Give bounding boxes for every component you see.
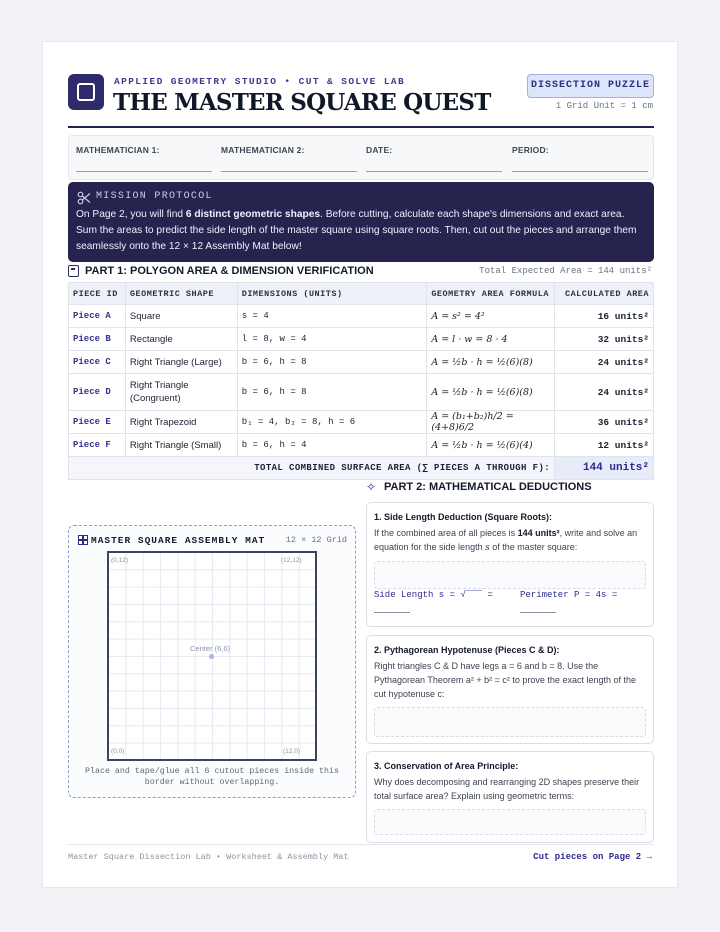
area-table xyxy=(68,282,654,480)
studio-subtitle: APPLIED GEOMETRY STUDIO • CUT & SOLVE LAB xyxy=(114,76,406,87)
dimensions: s = 4 xyxy=(237,305,427,328)
table-header-row xyxy=(69,283,654,305)
calculated-area: 36 units² xyxy=(555,411,654,434)
total-label: TOTAL COMBINED SURFACE AREA (∑ PIECES A THROUGH F): xyxy=(69,457,555,480)
area-formula: A = ½b · h = ½(6)(8) xyxy=(427,374,555,411)
table-row xyxy=(69,328,654,351)
answer-box[interactable] xyxy=(374,561,646,589)
question-1-card xyxy=(366,502,654,627)
part2-title: PART 2: MATHEMATICAL DEDUCTIONS xyxy=(384,481,592,493)
question-text-part: If the combined area of all pieces is xyxy=(374,528,518,538)
write-line[interactable] xyxy=(374,612,410,613)
mission-text-part: On Page 2, you will find xyxy=(76,209,186,220)
answer-box[interactable] xyxy=(374,707,646,737)
piece-id: Piece E xyxy=(69,411,126,434)
mat-heading: MASTER SQUARE ASSEMBLY MAT xyxy=(91,535,266,546)
mission-heading: MISSION PROTOCOL xyxy=(96,191,213,202)
area-formula: A = s² = 4² xyxy=(427,305,555,328)
shape-name: Square xyxy=(125,305,237,328)
total-value: 144 units² xyxy=(555,457,654,480)
mission-text-bold: 6 distinct geometric shapes xyxy=(185,209,321,220)
piece-id: Piece D xyxy=(69,374,126,411)
question-heading: 3. Conservation of Area Principle: xyxy=(374,761,519,771)
shape-name: Right Triangle (Congruent) xyxy=(125,374,237,411)
column-header: CALCULATED AREA xyxy=(555,283,654,305)
dimensions: b = 6, h = 8 xyxy=(237,351,427,374)
dimensions: l = 8, w = 4 xyxy=(237,328,427,351)
column-header: PIECE ID xyxy=(69,283,126,305)
shape-name: Rectangle xyxy=(125,328,237,351)
table-row xyxy=(69,374,654,411)
dimensions: b₁ = 4, b₂ = 8, h = 6 xyxy=(237,411,427,434)
table-row xyxy=(69,411,654,434)
calculated-area: 24 units² xyxy=(555,374,654,411)
write-line[interactable] xyxy=(520,612,556,613)
area-formula: A = ½b · h = ½(6)(8) xyxy=(427,351,555,374)
date-field[interactable] xyxy=(366,145,502,172)
column-header: DIMENSIONS (UNITS) xyxy=(237,283,427,305)
dimensions: b = 6, h = 8 xyxy=(237,374,427,411)
footer-text: Master Square Dissection Lab • Worksheet & Assembly Mat xyxy=(68,852,349,862)
calculated-area: 24 units² xyxy=(555,351,654,374)
grid-icon xyxy=(78,535,88,545)
footer-page-link[interactable]: Cut pieces on Page 2 → xyxy=(533,852,652,862)
center-label: Center (6,6) xyxy=(190,644,231,653)
field-label: MATHEMATICIAN 1: xyxy=(76,145,160,155)
corner-label: (12,12) xyxy=(281,557,302,564)
worksheet-page xyxy=(42,41,678,888)
question-text-bold: 144 units² xyxy=(517,528,560,538)
center-dot xyxy=(209,654,214,659)
calculated-area: 12 units² xyxy=(555,434,654,457)
area-formula: A = ½b · h = ½(6)(4) xyxy=(427,434,555,457)
column-header: GEOMETRIC SHAPE xyxy=(125,283,237,305)
corner-label: (0,12) xyxy=(111,557,128,564)
field-label: DATE: xyxy=(366,145,393,155)
table-total-row xyxy=(69,457,654,480)
dimensions: b = 6, h = 4 xyxy=(237,434,427,457)
mission-text-part: . Before cutting, calculate each shape's dimensions and exact area. Sum the areas to predict the side length of the master square using square roots. Then, cut out the pieces and arrange them seamlessly onto the 12 × 12 Assembly Mat below! xyxy=(76,209,637,252)
field-label: MATHEMATICIAN 2: xyxy=(221,145,305,155)
write-line[interactable] xyxy=(221,171,357,172)
variable-s: s xyxy=(485,543,490,553)
total-expected-area: Total Expected Area = 144 units² xyxy=(479,266,652,276)
grid-unit-note: 1 Grid Unit = 1 cm xyxy=(555,101,653,111)
corner-label: (12,0) xyxy=(283,748,300,755)
piece-id: Piece B xyxy=(69,328,126,351)
footer-divider xyxy=(68,844,654,845)
mat-grid-size: 12 × 12 Grid xyxy=(285,535,347,545)
dissection-badge: DISSECTION PUZZLE xyxy=(527,74,654,98)
area-formula: A = l · w = 8 · 4 xyxy=(427,328,555,351)
question-3-card xyxy=(366,751,654,843)
shape-name: Right Trapezoid xyxy=(125,411,237,434)
period-field[interactable] xyxy=(512,145,648,172)
question-heading: 2. Pythagorean Hypotenuse (Pieces C & D): xyxy=(374,645,560,655)
mat-instructions: Place and tape/glue all 6 cutout pieces inside this border without overlapping. xyxy=(85,767,339,787)
sparkle-icon: ✧ xyxy=(366,480,377,494)
column-header: GEOMETRY AREA FORMULA xyxy=(427,283,555,305)
table-row xyxy=(69,351,654,374)
field-label: PERIOD: xyxy=(512,145,549,155)
write-line[interactable] xyxy=(76,171,212,172)
mathematician-1-field[interactable] xyxy=(76,145,212,172)
piece-id: Piece F xyxy=(69,434,126,457)
part1-title: PART 1: POLYGON AREA & DIMENSION VERIFICATION xyxy=(85,265,374,277)
write-line[interactable] xyxy=(366,171,502,172)
area-formula: A = (b₁+b₂)h/2 = (4+8)6/2 xyxy=(427,411,555,434)
table-row xyxy=(69,305,654,328)
page-title: THE MASTER SQUARE QUEST xyxy=(113,89,491,116)
shape-name: Right Triangle (Small) xyxy=(125,434,237,457)
calculated-area: 32 units² xyxy=(555,328,654,351)
question-text xyxy=(374,526,646,555)
assembly-mat xyxy=(68,525,356,798)
student-info-bar xyxy=(68,135,654,180)
calculator-icon xyxy=(68,265,79,277)
question-text-part: of the master square: xyxy=(489,542,578,552)
mission-text xyxy=(76,207,646,254)
piece-id: Piece C xyxy=(69,351,126,374)
question-text-part: , write and solve an equation for the side length xyxy=(374,528,638,552)
mathematician-2-field[interactable] xyxy=(221,145,357,172)
header-divider xyxy=(68,126,654,128)
table-row xyxy=(69,434,654,457)
calculated-area: 16 units² xyxy=(555,305,654,328)
question-heading: 1. Side Length Deduction (Square Roots): xyxy=(374,512,553,522)
mission-protocol-box xyxy=(68,182,654,262)
question-text: Right triangles C & D have legs a = 6 and b = 8. Use the Pythagorean Theorem a² + b² = c² to prove the exact length of the cut hypotenuse c: xyxy=(374,661,636,699)
answer-box[interactable] xyxy=(374,809,646,835)
square-logo-icon xyxy=(68,74,104,110)
shape-name: Right Triangle (Large) xyxy=(125,351,237,374)
perimeter-label: Perimeter P = 4s = xyxy=(520,590,618,600)
corner-label: (0,0) xyxy=(111,748,125,755)
perimeter-row xyxy=(520,590,617,616)
piece-id: Piece A xyxy=(69,305,126,328)
side-length-row xyxy=(374,590,493,616)
write-line[interactable] xyxy=(512,171,648,172)
scissors-icon xyxy=(77,191,91,205)
question-2-card xyxy=(366,635,654,744)
question-text: Why does decomposing and rearranging 2D shapes preserve their total surface area? Explain using geometric terms: xyxy=(374,777,640,801)
side-length-label: Side Length s = √‾‾‾ = xyxy=(374,590,493,600)
